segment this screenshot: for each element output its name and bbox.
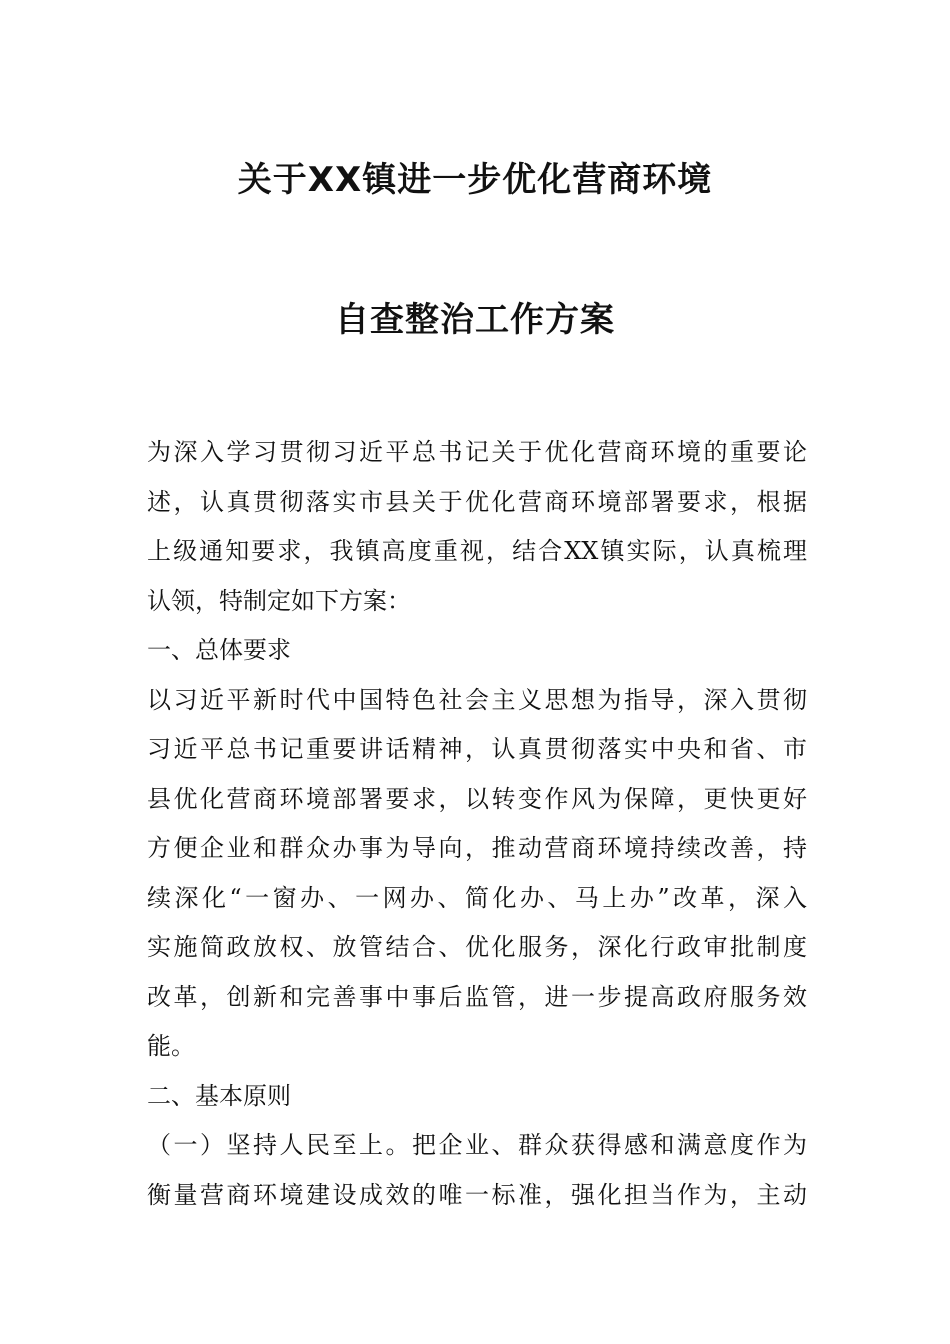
body-line: 上级通知要求，我镇高度重视，结合XX镇实际，认真梳理 — [147, 537, 807, 565]
body-line: 县优化营商环境部署要求，以转变作风为保障，更快更好 — [147, 784, 807, 813]
body-line: 改革，创新和完善事中事后监管，进一步提高政府服务效 — [147, 982, 807, 1011]
document-body — [147, 428, 807, 1220]
body-line: 方便企业和群众办事为导向，推动营商环境持续改善，持 — [147, 834, 807, 862]
body-line: 能。 — [147, 1032, 195, 1060]
body-line: 认领，特制定如下方案： — [147, 586, 411, 615]
body-line: 衡量营商环境建设成效的唯一标准，强化担当作为，主动 — [147, 1180, 807, 1209]
document-title-line-1: 关于XX镇进一步优化营商环境 — [237, 160, 713, 200]
body-line: 实施简政放权、放管结合、优化服务，深化行政审批制度 — [147, 933, 807, 961]
body-line: 以习近平新时代中国特色社会主义思想为指导，深入贯彻 — [147, 685, 807, 714]
body-line: 为深入学习贯彻习近平总书记关于优化营商环境的重要论 — [147, 438, 807, 466]
body-line: 述，认真贯彻落实市县关于优化营商环境部署要求，根据 — [147, 487, 807, 516]
body-line: （一）坚持人民至上。把企业、群众获得感和满意度作为 — [147, 1131, 807, 1159]
body-line: 续深化“一窗办、一网办、简化办、马上办”改革，深入 — [147, 883, 807, 912]
body-line: 习近平总书记重要讲话精神，认真贯彻落实中央和省、市 — [147, 735, 807, 763]
document-title-line-2: 自查整治工作方案 — [335, 300, 615, 340]
body-line: 一、总体要求 — [147, 636, 291, 664]
body-line: 二、基本原则 — [147, 1081, 291, 1110]
